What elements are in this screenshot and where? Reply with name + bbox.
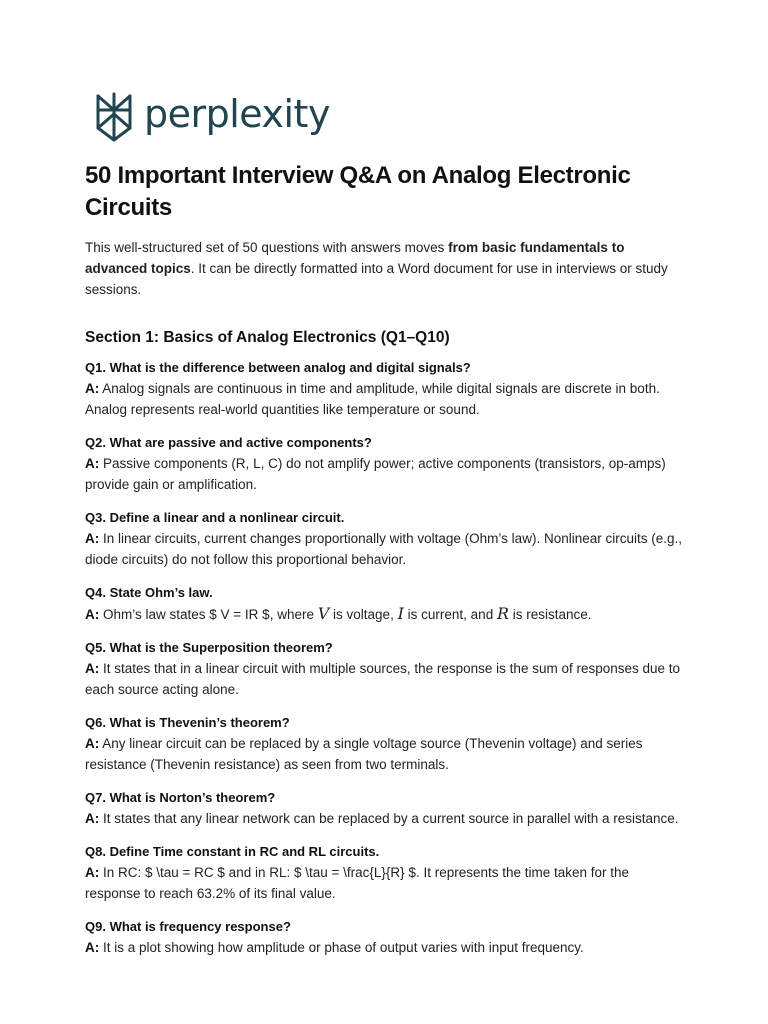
answer-text: Any linear circuit can be replaced by a single voltage source (Thevenin voltage) and series resistance (Thevenin resistance) as seen from two terminals. <box>85 736 643 772</box>
perplexity-logo-icon <box>94 92 134 142</box>
page-title: 50 Important Interview Q&A on Analog Electronic Circuits <box>85 162 631 221</box>
answer-text: It states that any linear network can be replaced by a current source in parallel with a resistance. <box>99 811 679 826</box>
answer-label: A: <box>85 661 100 676</box>
math-variable-r: R <box>496 604 509 623</box>
intro-text-end: . It can be directly formatted into a Word document for use in interviews or study sessions. <box>85 261 668 297</box>
answer-text: It is a plot showing how amplitude or phase of output varies with input frequency. <box>99 940 584 955</box>
answer-text: Passive components (R, L, C) do not amplify power; active components (transistors, op-amps) provide gain or amplification. <box>85 456 666 492</box>
answer-text: In linear circuits, current changes proportionally with voltage (Ohm’s law). Nonlinear circuits (e.g., diode circuits) do not follow this proportional behavior. <box>85 531 682 567</box>
qa-item-6 <box>85 712 685 775</box>
question-text: Q9. What is frequency response? <box>85 919 291 934</box>
answer-label: A: <box>85 940 100 955</box>
intro-text-start: This well-structured set of 50 questions with answers moves <box>85 240 449 255</box>
question-text: Q3. Define a linear and a nonlinear circuit. <box>85 510 345 525</box>
qa-item-5 <box>85 637 685 700</box>
qa-item-3 <box>85 507 685 570</box>
answer-label: A: <box>85 607 100 622</box>
answer-text: Ohm’s law states $ V = IR $, where <box>99 607 318 622</box>
math-variable-i: I <box>397 604 404 623</box>
answer-label: A: <box>85 736 100 751</box>
answer-label: A: <box>85 456 100 471</box>
brand-name: perplexity <box>144 92 330 136</box>
qa-item-2 <box>85 432 685 495</box>
question-text: Q7. What is Norton’s theorem? <box>85 790 276 805</box>
answer-label: A: <box>85 865 100 880</box>
answer-label: A: <box>85 531 100 546</box>
answer-text: is current, and <box>403 607 497 622</box>
answer-text: It states that in a linear circuit with multiple sources, the response is the sum of responses due to each source acting alone. <box>85 661 681 697</box>
qa-item-9 <box>85 916 685 958</box>
section-title: Section 1: Basics of Analog Electronics (Q1–Q10) <box>85 329 450 346</box>
answer-label: A: <box>85 811 100 826</box>
answer-text: Analog signals are continuous in time and amplitude, while digital signals are discrete in both. Analog represents real-world quantities like temperature or sound. <box>85 381 660 417</box>
brand-logo <box>94 92 330 142</box>
math-variable-v: V <box>317 604 330 623</box>
answer-text: In RC: $ \tau = RC $ and in RL: $ \tau = \frac{L}{R} $. It represents the time taken for the response to reach 63.2% of its final value. <box>85 865 630 901</box>
question-text: Q1. What is the difference between analog and digital signals? <box>85 360 471 375</box>
intro-bold-text: from basic fundamentals to advanced topics <box>85 240 625 276</box>
question-text: Q5. What is the Superposition theorem? <box>85 640 333 655</box>
answer-text: is voltage, <box>329 607 398 622</box>
document-content <box>85 160 685 958</box>
intro-paragraph <box>85 237 685 300</box>
qa-item-4 <box>85 582 685 625</box>
qa-item-1 <box>85 357 685 420</box>
question-text: Q6. What is Thevenin’s theorem? <box>85 715 290 730</box>
question-text: Q2. What are passive and active components? <box>85 435 372 450</box>
answer-label: A: <box>85 381 100 396</box>
qa-item-7 <box>85 787 685 829</box>
qa-item-8 <box>85 841 685 904</box>
question-text: Q8. Define Time constant in RC and RL circuits. <box>85 844 380 859</box>
question-text: Q4. State Ohm’s law. <box>85 585 213 600</box>
answer-text: is resistance. <box>509 607 592 622</box>
